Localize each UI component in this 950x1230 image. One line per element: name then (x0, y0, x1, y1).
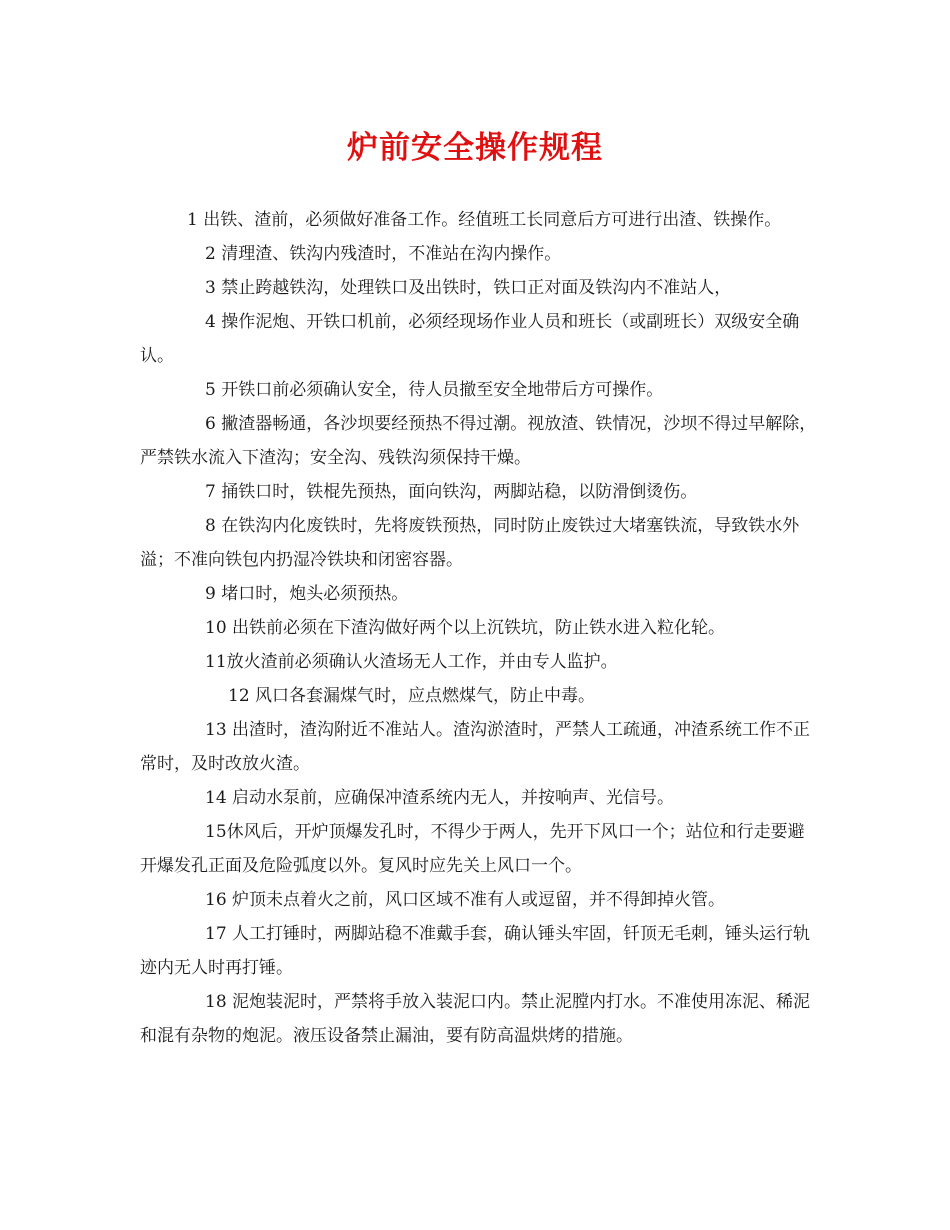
document-body (140, 203, 820, 1053)
rule-paragraph-4: 4 操作泥炮、开铁口机前，必须经现场作业人员和班长（或副班长）双级安全确认。 (140, 312, 800, 366)
rule-paragraph-9: 9 堵口时，炮头必须预热。 (205, 584, 409, 604)
document-title: 炉前安全操作规程 (347, 130, 603, 166)
rule-paragraph-10: 10 出铁前必须在下渣沟做好两个以上沉铁坑，防止铁水进入粒化轮。 (205, 618, 726, 638)
rule-paragraph-12: 12 风口各套漏煤气时，应点燃煤气，防止中毒。 (228, 686, 596, 706)
rule-paragraph-13: 13 出渣时，渣沟附近不准站人。渣沟淤渣时，严禁人工疏通，冲渣系统工作不正常时，及时改放火渣。 (140, 720, 811, 774)
rule-paragraph-16: 16 炉顶未点着火之前，风口区域不准有人或逗留，并不得卸掉火管。 (205, 890, 726, 910)
rule-paragraph-18: 18 泥炮装泥时，严禁将手放入装泥口内。禁止泥膛内打水。不准使用冻泥、稀泥和混有杂物的炮泥。液压设备禁止漏油，要有防高温烘烤的措施。 (140, 992, 811, 1046)
rule-paragraph-15: 15休风后，开炉顶爆发孔时，不得少于两人，先开下风口一个；站位和行走要避开爆发孔正面及危险弧度以外。复风时应先关上风口一个。 (140, 822, 805, 876)
rule-paragraph-2: 2 清理渣、铁沟内残渣时，不准站在沟内操作。 (205, 244, 562, 264)
rule-paragraph-3: 3 禁止跨越铁沟，处理铁口及出铁时，铁口正对面及铁沟内不准站人， (205, 278, 732, 298)
rule-paragraph-1: 1 出铁、渣前，必须做好准备工作。经值班工长同意后方可进行出渣、铁操作。 (187, 210, 782, 230)
rule-paragraph-14: 14 启动水泵前，应确保冲渣系统内无人，并按响声、光信号。 (205, 788, 675, 808)
rule-paragraph-11: 11放火渣前必须确认火渣场无人工作，并由专人监护。 (205, 652, 618, 672)
rule-paragraph-17: 17 人工打锤时，两脚站稳不准戴手套，确认锤头牢固，钎顶无毛刺，锤头运行轨迹内无人时再打锤。 (140, 924, 811, 978)
rule-paragraph-6: 6 撇渣器畅通，各沙坝要经预热不得过潮。视放渣、铁情况，沙坝不得过早解除，严禁铁水流入下渣沟；安全沟、残铁沟须保持干燥。 (140, 414, 817, 468)
rule-paragraph-8: 8 在铁沟内化废铁时，先将废铁预热，同时防止废铁过大堵塞铁流，导致铁水外溢；不准向铁包内扔湿冷铁块和闭密容器。 (140, 516, 800, 570)
rule-paragraph-7: 7 捅铁口时，铁棍先预热，面向铁沟，两脚站稳，以防滑倒烫伤。 (205, 482, 698, 502)
rule-paragraph-5: 5 开铁口前必须确认安全，待人员撤至安全地带后方可操作。 (205, 380, 664, 400)
